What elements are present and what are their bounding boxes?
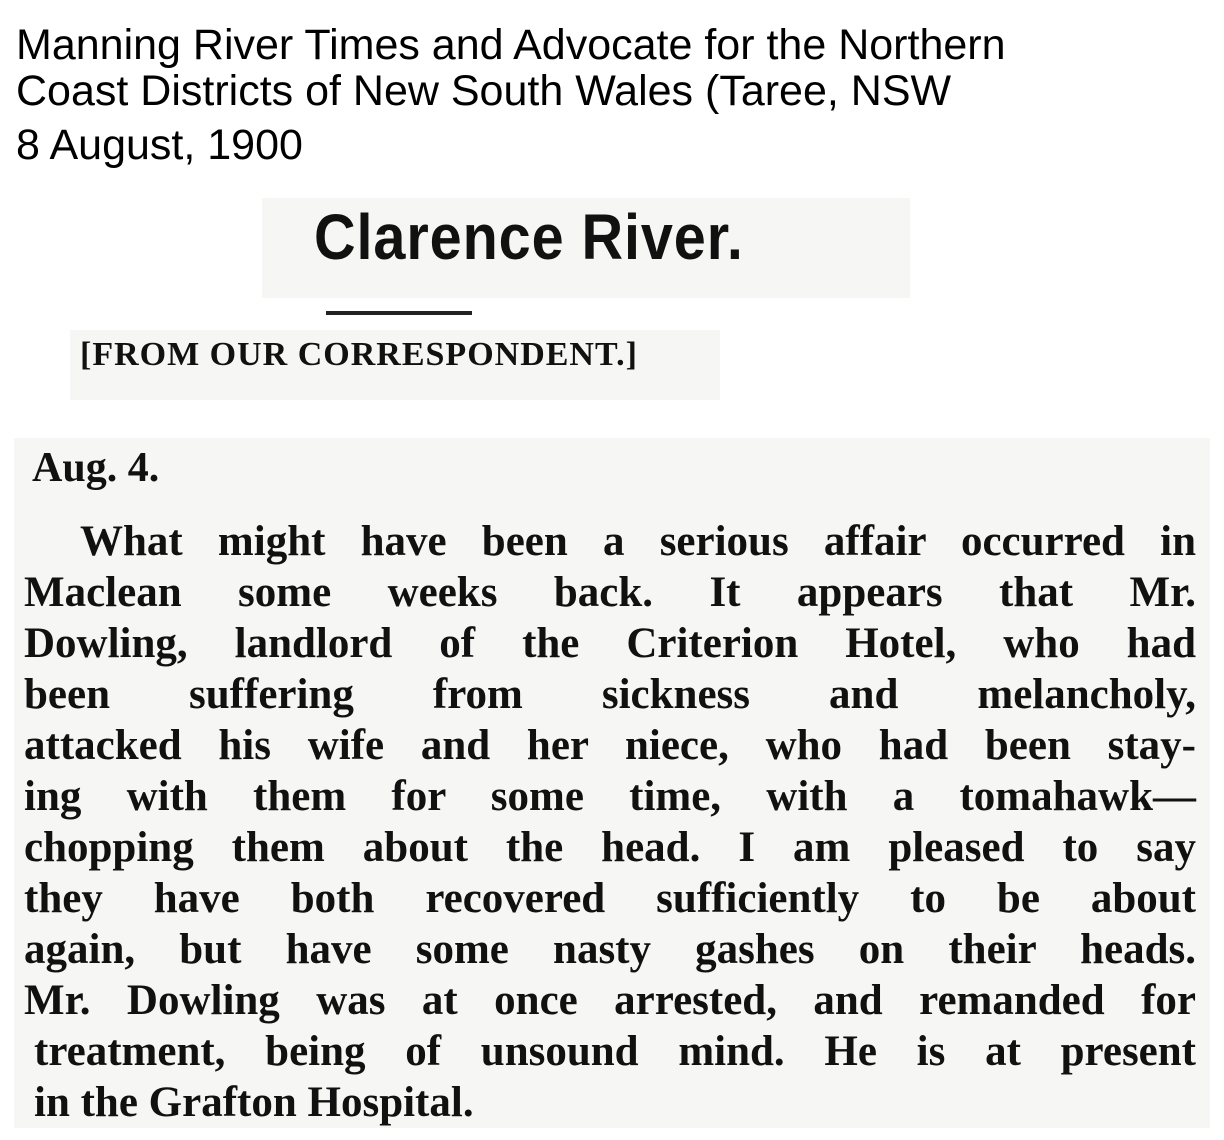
caption-date: 8 August, 1900 xyxy=(16,121,303,169)
caption-line-1: Manning River Times and Advocate for the Northern xyxy=(16,21,1006,69)
article-line: in the Grafton Hospital. xyxy=(34,1079,474,1126)
caption-line-2: Coast Districts of New South Wales (Taree, NSW xyxy=(16,67,952,115)
article-line: chopping them about the head. I am pleased to say xyxy=(24,824,1196,871)
article-line: been suffering from sickness and melancholy, xyxy=(24,671,1196,718)
article-line: again, but have some nasty gashes on their heads. xyxy=(24,926,1196,973)
article-line: attacked his wife and her niece, who had been stay- xyxy=(24,722,1196,769)
article-line: Maclean some weeks back. It appears that Mr. xyxy=(24,569,1196,616)
title-divider xyxy=(326,311,472,315)
article-title: Clarence River. xyxy=(314,201,744,273)
article-line: Dowling, landlord of the Criterion Hotel, who had xyxy=(24,620,1196,667)
image-caption xyxy=(16,22,1206,168)
article-dateline: Aug. 4. xyxy=(32,445,160,491)
article-line: treatment, being of unsound mind. He is at present xyxy=(34,1028,1196,1075)
correspondent-line: [FROM OUR CORRESPONDENT.] xyxy=(80,336,638,373)
article-line: they have both recovered sufficiently to be about xyxy=(24,875,1196,922)
article-line: ing with them for some time, with a tomahawk— xyxy=(24,773,1196,820)
article-body xyxy=(24,516,1196,1128)
article-line: Mr. Dowling was at once arrested, and remanded for xyxy=(24,977,1196,1024)
article-line: What might have been a serious affair occurred in xyxy=(80,518,1196,565)
